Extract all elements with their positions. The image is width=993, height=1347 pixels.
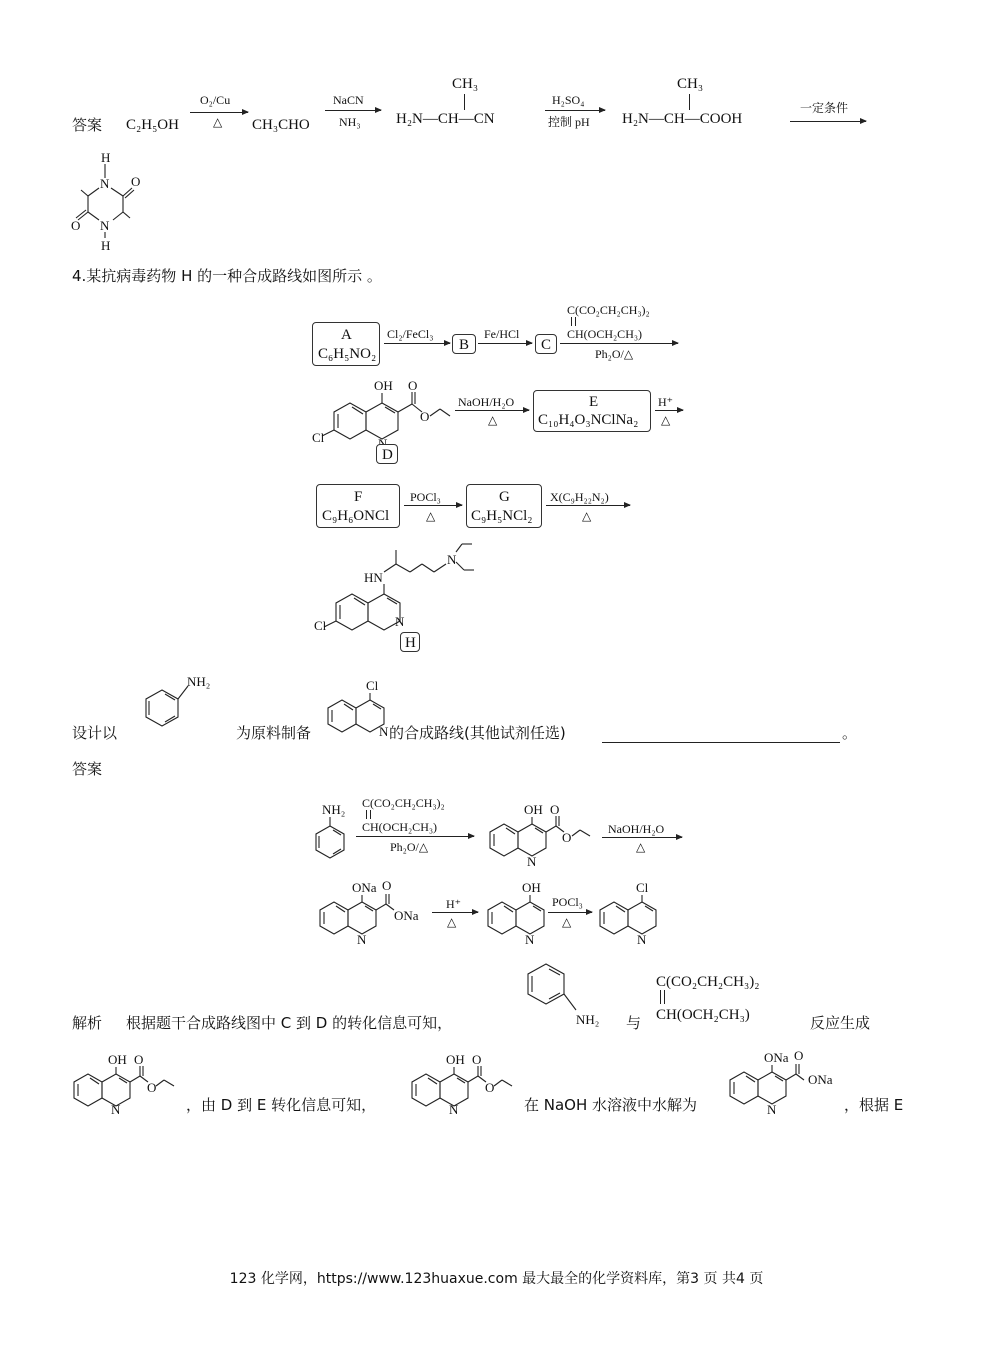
ethanol-formula: C₂H₅OH — [126, 117, 179, 133]
aniline-structure — [310, 800, 360, 864]
compound-e-label: E — [589, 394, 599, 410]
svg-text:Cl: Cl — [314, 618, 327, 633]
svg-text:O: O — [408, 378, 418, 393]
design-mid: 为原料制备 — [236, 724, 312, 742]
analysis-text-1: 根据题干合成路线图中 C 到 D 的转化信息可知， — [126, 1014, 453, 1032]
reaction-arrow — [602, 837, 682, 838]
svg-text:O: O — [71, 218, 81, 233]
design-end: 。 — [842, 724, 858, 742]
condition-fe-hcl: Fe/HCl — [484, 327, 520, 341]
double-bond — [660, 990, 665, 1004]
svg-text:O: O — [485, 1080, 495, 1095]
svg-text:O: O — [131, 174, 141, 189]
analysis-label: 解析 — [72, 1014, 103, 1032]
acetaldehyde-formula: CH₃CHO — [252, 117, 310, 133]
chloroquinoline-structure — [594, 878, 660, 947]
condition-ph2o: Ph₂O/△ — [390, 840, 429, 854]
disodium-salt-structure — [724, 1046, 848, 1116]
svg-text:O: O — [472, 1052, 482, 1067]
svg-text:OH: OH — [524, 802, 543, 817]
box-compound-e — [533, 390, 651, 432]
reaction-arrow — [655, 410, 683, 411]
alanine-formula: H₂N—CH—COOH — [622, 111, 743, 127]
condition-cl2: Cl₂/FeCl₃ — [387, 327, 434, 341]
svg-text:O: O — [382, 878, 392, 893]
condition-h2so4: H₂SO₄ — [552, 93, 585, 107]
bond-line — [464, 94, 465, 110]
answer-label-2: 答案 — [72, 760, 103, 778]
condition-nacn: NaCN — [333, 93, 364, 107]
double-bond — [366, 810, 371, 819]
reaction-arrow — [548, 912, 592, 913]
quinolone-ester-structure — [408, 1052, 526, 1116]
reaction-arrow — [325, 110, 381, 111]
reaction-arrow — [384, 343, 450, 344]
condition-heat: △ — [213, 115, 223, 129]
box-compound-g — [466, 484, 542, 528]
svg-text:N: N — [395, 614, 405, 629]
svg-text:OH: OH — [108, 1052, 127, 1067]
with-text: 与 — [626, 1014, 642, 1032]
compound-h-structure — [312, 540, 492, 640]
analysis-text-4: 在 NaOH 水溶液中水解为 — [524, 1096, 698, 1114]
condition-nh3: NH₃ — [339, 115, 361, 129]
aniline-structure — [522, 958, 618, 1034]
reaction-arrow — [356, 836, 474, 837]
reagent-malonate: C(CO₂CH₂CH₃)₂ — [567, 303, 650, 317]
svg-text:Cl: Cl — [312, 430, 325, 445]
double-bond — [571, 317, 576, 326]
diketopiperazine-structure — [68, 150, 148, 253]
svg-text:N: N — [100, 218, 110, 233]
condition-pocl3: POCl₃ — [410, 490, 441, 504]
compound-g-label: G — [499, 489, 510, 505]
condition-heat: △ — [488, 413, 498, 427]
analysis-text-2: 反应生成 — [810, 1014, 871, 1032]
svg-text:NH₂: NH₂ — [187, 674, 211, 689]
svg-text:H: H — [101, 238, 111, 253]
svg-text:N: N — [637, 932, 647, 947]
condition-heat: △ — [426, 509, 436, 523]
reaction-arrow — [432, 912, 478, 913]
condition-heat: △ — [661, 413, 671, 427]
svg-text:Cl: Cl — [366, 678, 379, 693]
svg-text:N: N — [525, 932, 535, 947]
condition-heat: △ — [636, 840, 646, 854]
reaction-arrow — [478, 343, 532, 344]
box-compound-f — [316, 484, 400, 528]
condition-o2-cu: O₂/Cu — [200, 93, 231, 107]
svg-text:N: N — [357, 932, 367, 947]
svg-text:ONa: ONa — [394, 908, 419, 923]
svg-text:N: N — [527, 854, 537, 869]
compound-f-formula: C₉H₆ONCl — [322, 508, 390, 524]
box-compound-b — [452, 334, 476, 354]
reaction-arrow — [404, 505, 462, 506]
aniline-structure — [132, 670, 232, 742]
analysis-text-3: ，由 D 到 E 转化信息可知， — [186, 1096, 377, 1114]
quinolone-ester-structure — [480, 800, 600, 868]
methyl-group: CH₃ — [677, 76, 704, 92]
reagent-ethoxymethylene: CH(OCH₂CH₃) — [656, 1007, 750, 1023]
svg-text:O: O — [420, 409, 430, 424]
answer-label: 答案 — [72, 116, 103, 134]
compound-g-formula: C₉H₅NCl₂ — [471, 508, 533, 524]
reaction-arrow — [560, 343, 678, 344]
reaction-arrow — [546, 505, 630, 506]
design-suffix: 的合成路线(其他试剂任选) — [389, 724, 566, 742]
svg-text:N: N — [447, 552, 457, 567]
reaction-arrow — [190, 112, 248, 113]
svg-text:N: N — [449, 1102, 459, 1117]
condition-acid: H⁺ — [658, 395, 673, 409]
svg-text:OH: OH — [446, 1052, 465, 1067]
compound-a-formula: C₆H₅NO₂ — [318, 346, 377, 362]
box-compound-h — [400, 632, 420, 652]
hydroxyquinoline-structure — [480, 878, 546, 947]
box-compound-a — [312, 322, 380, 366]
condition-naoh: NaOH/H₂O — [608, 822, 665, 836]
svg-text:N: N — [767, 1102, 777, 1117]
disodium-salt-structure — [312, 876, 434, 946]
analysis-text-5: ，根据 E — [844, 1096, 904, 1114]
svg-text:OH: OH — [374, 378, 393, 393]
condition-ph: 控制 pH — [548, 115, 590, 129]
svg-text:O: O — [134, 1052, 144, 1067]
answer-blank[interactable] — [602, 742, 840, 743]
compound-b-label: B — [459, 337, 470, 353]
reaction-arrow — [790, 121, 866, 122]
compound-c-label: C — [541, 337, 552, 353]
condition-pocl3: POCl₃ — [552, 895, 583, 909]
aminonitrile-formula: H₂N—CH—CN — [396, 111, 495, 127]
compound-h-label: H — [405, 635, 416, 651]
svg-text:ONa: ONa — [808, 1072, 833, 1087]
question-4-intro: 4.某抗病毒药物 H 的一种合成路线如图所示 。 — [72, 267, 382, 285]
reagent-malonate: C(CO₂CH₂CH₃)₂ — [362, 796, 445, 810]
page-footer: 123 化学网，https://www.123huaxue.com 最大最全的化学资料库，第3 页 共4 页 — [229, 1271, 764, 1287]
condition-heat: △ — [582, 509, 592, 523]
condition-acid: H⁺ — [446, 897, 461, 911]
svg-text:NH₂: NH₂ — [576, 1012, 600, 1027]
reaction-arrow — [545, 110, 605, 111]
reagent-malonate: C(CO₂CH₂CH₃)₂ — [656, 974, 760, 990]
svg-text:NH₂: NH₂ — [322, 802, 346, 817]
condition-ph2o: Ph₂O/△ — [595, 347, 634, 361]
condition-heat: △ — [562, 915, 572, 929]
chloroquinoline-target-structure — [326, 676, 390, 746]
svg-text:OH: OH — [522, 880, 541, 895]
svg-text:O: O — [147, 1080, 157, 1095]
svg-text:N: N — [111, 1102, 121, 1117]
box-compound-c — [535, 334, 557, 354]
compound-d-label: D — [382, 447, 393, 463]
svg-text:H: H — [101, 150, 111, 165]
condition-naoh: NaOH/H₂O — [458, 395, 515, 409]
svg-text:N: N — [379, 724, 389, 739]
condition-certain: 一定条件 — [800, 101, 849, 115]
methyl-group: CH₃ — [452, 76, 479, 92]
svg-text:O: O — [562, 830, 572, 845]
compound-e-formula: C₁₀H₄O₃NClNa₂ — [538, 412, 639, 428]
svg-text:ONa: ONa — [352, 880, 377, 895]
reagent-ethoxymethylene: CH(OCH₂CH₃) — [362, 820, 438, 834]
compound-f-label: F — [354, 489, 363, 505]
box-compound-d — [376, 444, 398, 464]
svg-text:ONa: ONa — [764, 1050, 789, 1065]
design-prefix: 设计以 — [72, 724, 118, 742]
compound-a-label: A — [341, 327, 352, 343]
svg-text:O: O — [794, 1048, 804, 1063]
condition-heat: △ — [447, 915, 457, 929]
reagent-x: X(C₉H₂₂N₂) — [550, 490, 609, 504]
bond-line — [689, 94, 690, 110]
svg-text:HN: HN — [364, 570, 383, 585]
svg-text:O: O — [550, 802, 560, 817]
svg-text:N: N — [100, 176, 110, 191]
reaction-arrow — [455, 410, 529, 411]
quinolone-ester-structure — [70, 1052, 188, 1116]
reagent-ethoxymethylene: CH(OCH₂CH₃) — [567, 327, 643, 341]
svg-text:Cl: Cl — [636, 880, 649, 895]
